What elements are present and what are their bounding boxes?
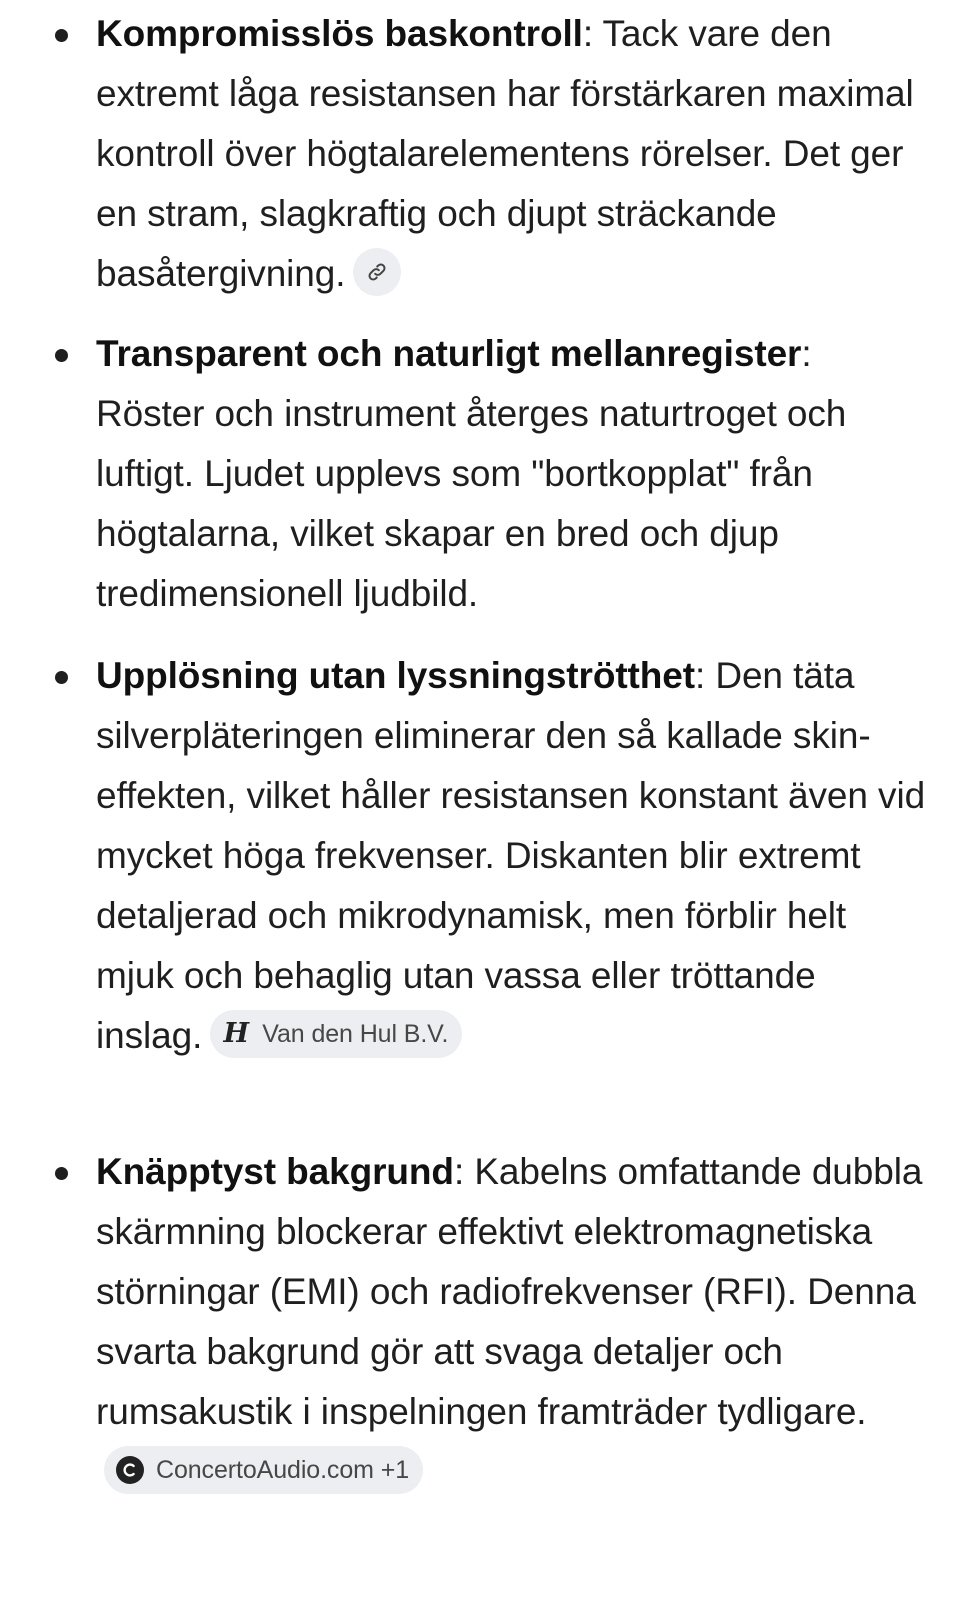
list-item-text bbox=[96, 4, 926, 304]
item-body: Den täta silverpläteringen eliminerar den så kallade skin-effekten, vilket håller resistansen konstant även vid mycket höga frekvenser. Diskanten blir extremt detaljerad och mikrodynamisk, men förblir helt mjuk och behaglig utan vassa eller tröttande inslag. bbox=[96, 655, 926, 1056]
item-title: Transparent och naturligt mellanregister bbox=[96, 333, 802, 374]
source-chip-concerto-audio[interactable] bbox=[104, 1446, 423, 1494]
item-separator: : bbox=[801, 333, 812, 374]
bullet-icon bbox=[55, 29, 68, 42]
item-body: Tack vare den extremt låga resistansen har förstärkaren maximal kontroll över högtalarelementens rörelser. Det ger en stram, slagkraftig och djupt sträckande basåtergivning. bbox=[96, 13, 914, 294]
van-den-hul-logo-icon: H bbox=[223, 1018, 249, 1050]
list-item-text bbox=[96, 1142, 926, 1502]
source-chip-van-den-hul[interactable] bbox=[210, 1010, 462, 1058]
item-body: Röster och instrument återges naturtroget och luftigt. Ljudet upplevs som "bortkopplat" från högtalarna, vilket skapar en bred och djup tredimensionell ljudbild. bbox=[96, 393, 847, 614]
source-link-chip[interactable] bbox=[353, 248, 401, 296]
source-chip-label: ConcertoAudio.com +1 bbox=[156, 1456, 410, 1485]
concerto-audio-logo-icon bbox=[116, 1456, 144, 1484]
list-item-text bbox=[96, 646, 926, 1066]
item-separator: : bbox=[453, 1151, 465, 1192]
bullet-icon bbox=[55, 671, 68, 684]
item-body: Kabelns omfattande dubbla skärmning blockerar effektivt elektromagnetiska störningar (EMI) och radiofrekvenser (RFI). Denna svarta bakgrund gör att svaga detaljer och rumsakustik i inspelningen framträder tydligare. bbox=[96, 1151, 923, 1432]
link-icon bbox=[366, 261, 388, 283]
item-separator: : bbox=[694, 655, 706, 696]
item-separator: : bbox=[582, 13, 593, 54]
bullet-icon bbox=[55, 349, 68, 362]
item-title: Knäpptyst bakgrund bbox=[96, 1151, 454, 1192]
item-title: Kompromisslös baskontroll bbox=[96, 13, 583, 54]
list-item-text bbox=[96, 324, 926, 624]
item-title: Upplösning utan lyssningströtthet bbox=[96, 655, 695, 696]
source-chip-label: Van den Hul B.V. bbox=[262, 1020, 449, 1049]
bullet-icon bbox=[55, 1167, 68, 1180]
